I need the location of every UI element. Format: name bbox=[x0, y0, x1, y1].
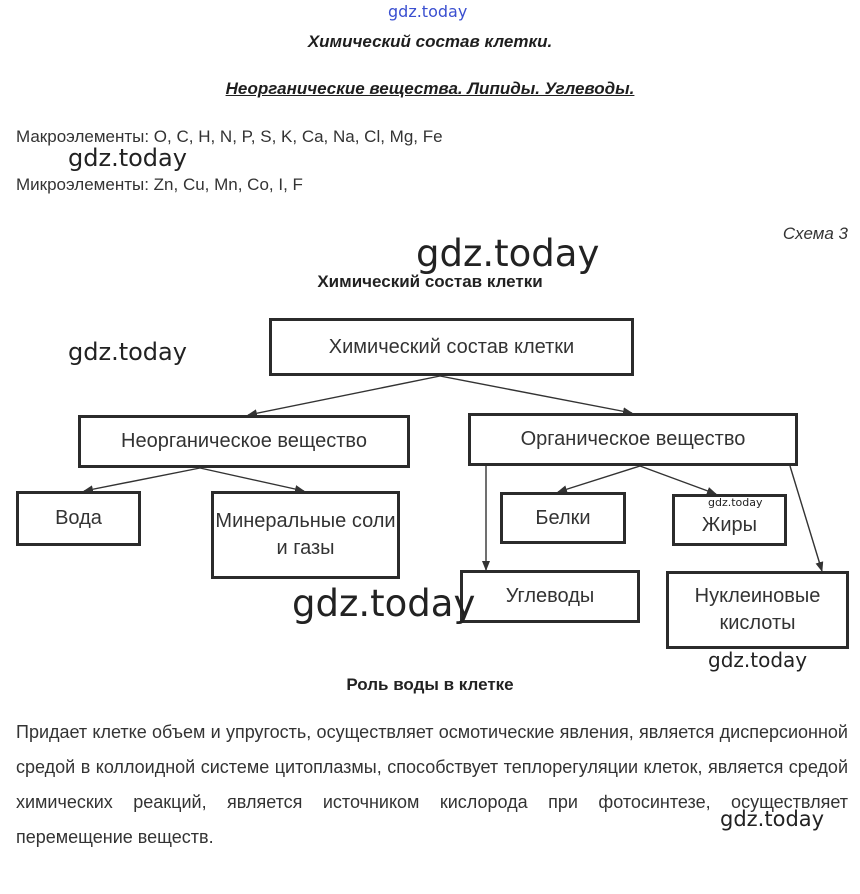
node-nucleic-acids: Нуклеиновые кислоты bbox=[666, 571, 849, 649]
arrow-organic-fats bbox=[640, 466, 716, 494]
watermark: gdz.today bbox=[292, 582, 476, 625]
page-subtitle: Неорганические вещества. Липиды. Углеводы. bbox=[225, 79, 635, 98]
node-inorganic-substance: Неорганическое вещество bbox=[78, 415, 410, 468]
node-chemical-composition: Химический состав клетки bbox=[269, 318, 634, 376]
water-role-title: Роль воды в клетке bbox=[346, 675, 514, 694]
macroelements-line: Макроэлементы: O, C, H, N, P, S, K, Ca, Na, Cl, Mg, Fe bbox=[16, 127, 443, 146]
watermark: gdz.today bbox=[708, 648, 808, 672]
arrow-inorganic-minerals bbox=[200, 468, 304, 491]
arrow-root-inorganic bbox=[248, 376, 440, 415]
node-water: Вода bbox=[16, 491, 141, 546]
watermark: gdz.today bbox=[68, 338, 187, 366]
microelements-line: Микроэлементы: Zn, Cu, Mn, Co, I, F bbox=[16, 175, 303, 194]
node-minerals: Минеральные соли и газы bbox=[211, 491, 400, 579]
node-organic-substance: Органическое вещество bbox=[468, 413, 798, 466]
arrow-organic-nucleic bbox=[790, 466, 822, 571]
watermark: gdz.today bbox=[720, 807, 825, 831]
scheme-label: Схема 3 bbox=[782, 224, 848, 243]
watermark: gdz.today bbox=[68, 144, 187, 172]
watermark: gdz.today bbox=[388, 2, 468, 21]
arrow-root-organic bbox=[440, 376, 632, 413]
node-fats: Жиры bbox=[672, 494, 787, 546]
node-carbohydrates: Углеводы bbox=[460, 570, 640, 623]
node-proteins: Белки bbox=[500, 492, 626, 544]
page-title: Химический состав клетки. bbox=[307, 32, 553, 51]
watermark: gdz.today bbox=[708, 496, 763, 509]
diagram-title: Химический состав клетки bbox=[317, 272, 543, 291]
watermark: gdz.today bbox=[416, 232, 600, 275]
arrow-organic-proteins bbox=[558, 466, 640, 492]
arrow-inorganic-water bbox=[84, 468, 200, 491]
water-role-text: Придает клетке объем и упругость, осуществляет осмотические явления, является дисперсионной средой в коллоидной системе цитоплазмы, способствует теплорегуляции клеток, является средой химических реакций, является источником кислорода при фотосинтезе, осуществляет перемещение веществ. bbox=[16, 722, 848, 847]
